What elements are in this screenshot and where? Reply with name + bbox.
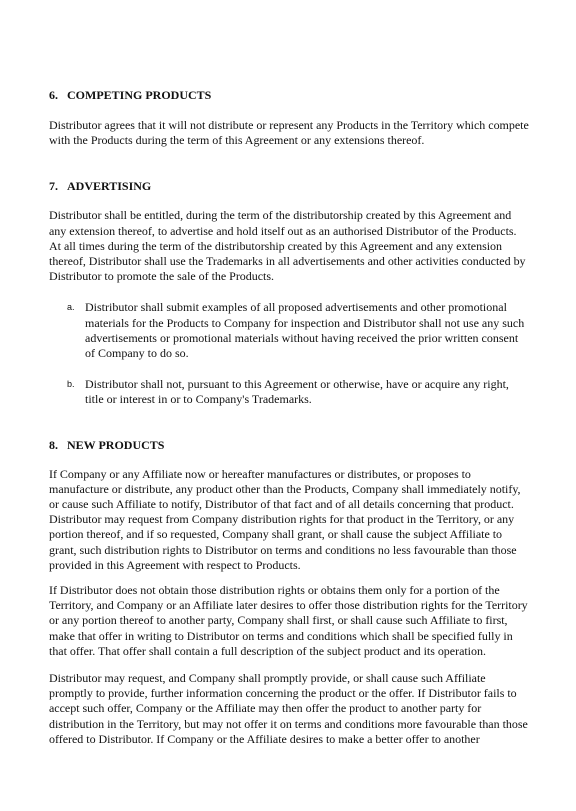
section-8-heading xyxy=(49,438,529,453)
section-7-item-b xyxy=(49,377,529,407)
section-7-heading xyxy=(49,179,529,194)
item-a-marker: a. xyxy=(67,302,75,313)
section-6-heading xyxy=(49,88,529,103)
section-6-title: COMPETING PRODUCTS xyxy=(67,88,212,102)
item-a-text: Distributor shall submit examples of all proposed advertisements and other promotional materials for the Products to Company for inspection and Distributor shall not use any such advertisements or promotional materials without having received the prior written consent of Company to do so. xyxy=(85,300,525,361)
section-8-title: NEW PRODUCTS xyxy=(67,437,165,452)
section-8-paragraph-2: If Distributor does not obtain those distribution rights or obtains them only for a portion of the Territory, and Company or an Affiliate later desires to offer those distribution rights for the Territory or any portion thereof to another party, Company shall first, or shall cause such Affiliate to first, make that offer in writing to Distributor on terms and conditions which shall be specified fully in that offer. That offer shall contain a full description of the subject product and its operation. xyxy=(49,583,528,658)
section-7-title: ADVERTISING xyxy=(67,179,152,194)
section-6-number: 6. xyxy=(49,88,58,102)
document-page xyxy=(49,88,529,747)
section-7-paragraph-1: Distributor shall be entitled, during the term of the distributorship created by this Agreement and any extension thereof, to advertise and hold itself out as an authorised Distributor of the Products. At all times during the term of the distributorship created by this Agreement and any extension thereof, Distributor shall use the Trademarks in all advertisements and other activities conducted by Distributor to promote the sale of the Products. xyxy=(49,208,526,284)
section-8-number: 8. xyxy=(49,437,58,452)
section-7-number: 7. xyxy=(49,179,58,194)
section-7-item-a xyxy=(49,300,529,361)
item-b-text: Distributor shall not, pursuant to this Agreement or otherwise, have or acquire any right, title or interest in or to Company's Trademarks. xyxy=(85,377,509,407)
section-8-paragraph-1: If Company or any Affiliate now or hereafter manufactures or distributes, or proposes to manufacture or distribute, any product other than the Products, Company shall immediately notify, or cause such Affiliate to notify, Distributor of that fact and of all details concerning that product. Distributor may request from Company distribution rights for that product in the Territory, or any portion thereof, and if so requested, Company shall grant, or shall cause the subject Affiliate to grant, such distribution rights to Distributor on terms and conditions no less favourable than those provided in this Agreement with respect to Products. xyxy=(49,466,521,572)
section-6-paragraph-1: Distributor agrees that it will not distribute or represent any Products in the Territory which compete with the Products during the term of this Agreement or any extensions thereof. xyxy=(49,118,529,148)
section-8-paragraph-3: Distributor may request, and Company shall promptly provide, or shall cause such Affiliate promptly to provide, further information concerning the product or the offer. If Distributor fails to accept such offer, Company or the Affiliate may then offer the product to another party for distribution in the Territory, but may not offer it on terms and conditions more favourable than those offered to Distributor. If Company or the Affiliate desires to make a better offer to another xyxy=(49,671,528,746)
item-b-marker: b. xyxy=(67,379,75,390)
